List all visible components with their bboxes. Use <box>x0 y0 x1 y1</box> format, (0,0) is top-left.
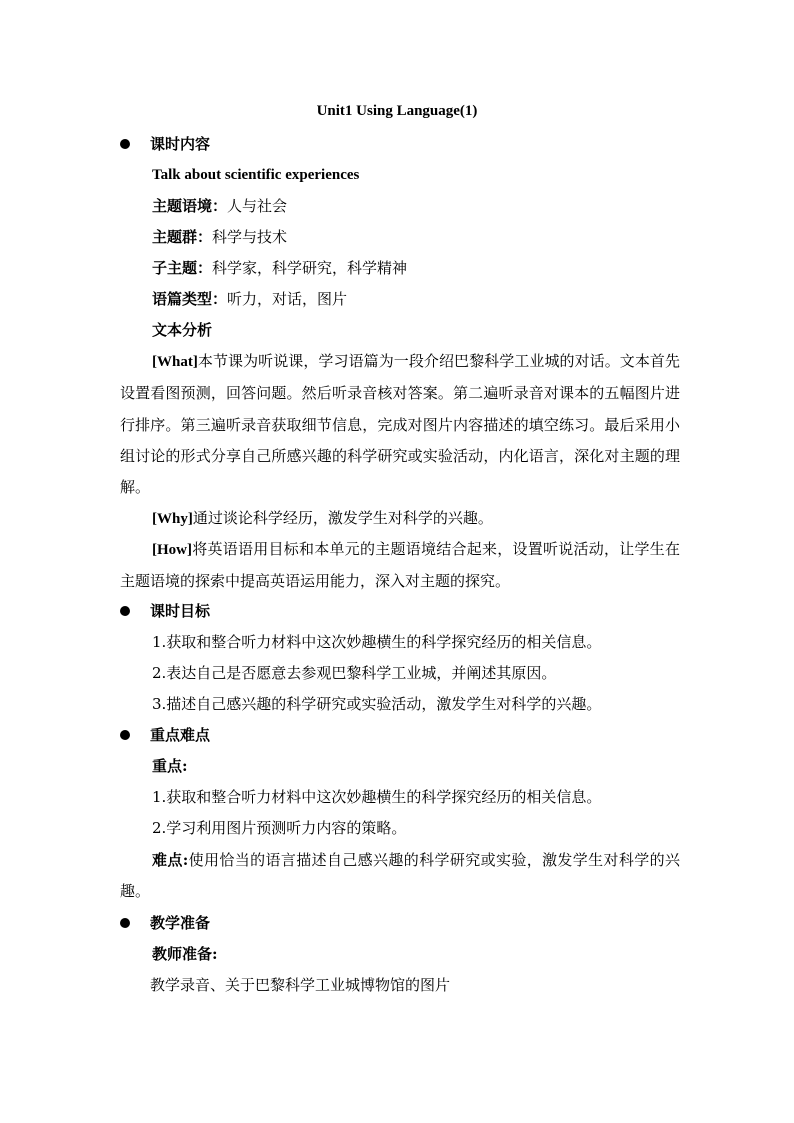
difficulty-paragraph <box>120 845 680 908</box>
goal-item: 1.获取和整合听力材料中这次妙趣横生的科学探究经历的相关信息。 <box>152 633 602 651</box>
difficulty-label: 难点: <box>152 851 189 869</box>
why-paragraph <box>120 503 680 535</box>
bullet-icon <box>120 606 130 616</box>
how-text: 将英语语用目标和本单元的主题语境结合起来，设置听说活动，让学生在主题语境的探索中提高英语运用能力，深入对主题的探究。 <box>120 540 680 591</box>
group-value: 科学与技术 <box>212 228 288 246</box>
what-paragraph <box>120 346 680 503</box>
difficulty-text: 使用恰当的语言描述自己感兴趣的科学研究或实验，激发学生对科学的兴趣。 <box>120 851 680 901</box>
teacher-text: 教学录音、关于巴黎科学工业城博物馆的图片 <box>150 976 451 994</box>
how-paragraph <box>120 534 680 598</box>
subtopic-value: 科学家，科学研究，科学精神 <box>212 259 408 277</box>
section-heading-preparation: 教学准备 <box>150 914 211 932</box>
key-item: 2.学习利用图片预测听力内容的策略。 <box>152 819 407 837</box>
section-heading-content: 课时内容 <box>150 135 211 153</box>
key-label: 重点: <box>152 757 188 775</box>
why-tag: [Why] <box>152 511 193 527</box>
group-line <box>152 227 287 247</box>
what-text: 本节课为听说课，学习语篇为一段介绍巴黎科学工业城的对话。文本首先设置看图预测，回答问题。然后听录音核对答案。第二遍听录音对课本的五幅图片进行排序。第三遍听录音获取细节信息，完成对图片内容描述的填空练习。最后采用小组讨论的形式分享自己所感兴趣的科学研究或实验活动，内化语言，深化对主题的理解。 <box>120 352 680 497</box>
key-item: 1.获取和整合听力材料中这次妙趣横生的科学探究经历的相关信息。 <box>152 788 602 806</box>
context-value: 人与社会 <box>227 197 288 215</box>
goal-item: 2.表达自己是否愿意去参观巴黎科学工业城，并阐述其原因。 <box>152 664 557 682</box>
type-label: 语篇类型： <box>152 290 228 308</box>
section-heading-goals: 课时目标 <box>150 602 211 620</box>
subtopic-line <box>152 258 407 278</box>
context-line <box>152 196 287 216</box>
type-value: 听力，对话，图片 <box>227 290 348 308</box>
subtopic-label: 子主题： <box>152 259 213 277</box>
why-text: 通过谈论科学经历，激发学生对科学的兴趣。 <box>192 509 493 527</box>
teacher-label: 教师准备: <box>152 945 218 963</box>
document-title: Unit1 Using Language(1) <box>316 103 478 119</box>
group-label: 主题群： <box>152 228 213 246</box>
analysis-heading: 文本分析 <box>152 321 213 339</box>
goal-item: 3.描述自己感兴趣的科学研究或实验活动，激发学生对科学的兴趣。 <box>152 695 602 713</box>
bullet-icon <box>120 730 130 740</box>
section-heading-key-points: 重点难点 <box>150 726 211 744</box>
type-line <box>152 289 347 309</box>
topic-line: Talk about scientific experiences <box>152 167 360 183</box>
bullet-icon <box>120 139 130 149</box>
bullet-icon <box>120 918 130 928</box>
how-tag: [How] <box>152 542 192 558</box>
context-label: 主题语境： <box>152 197 228 215</box>
what-tag: [What] <box>152 354 198 370</box>
